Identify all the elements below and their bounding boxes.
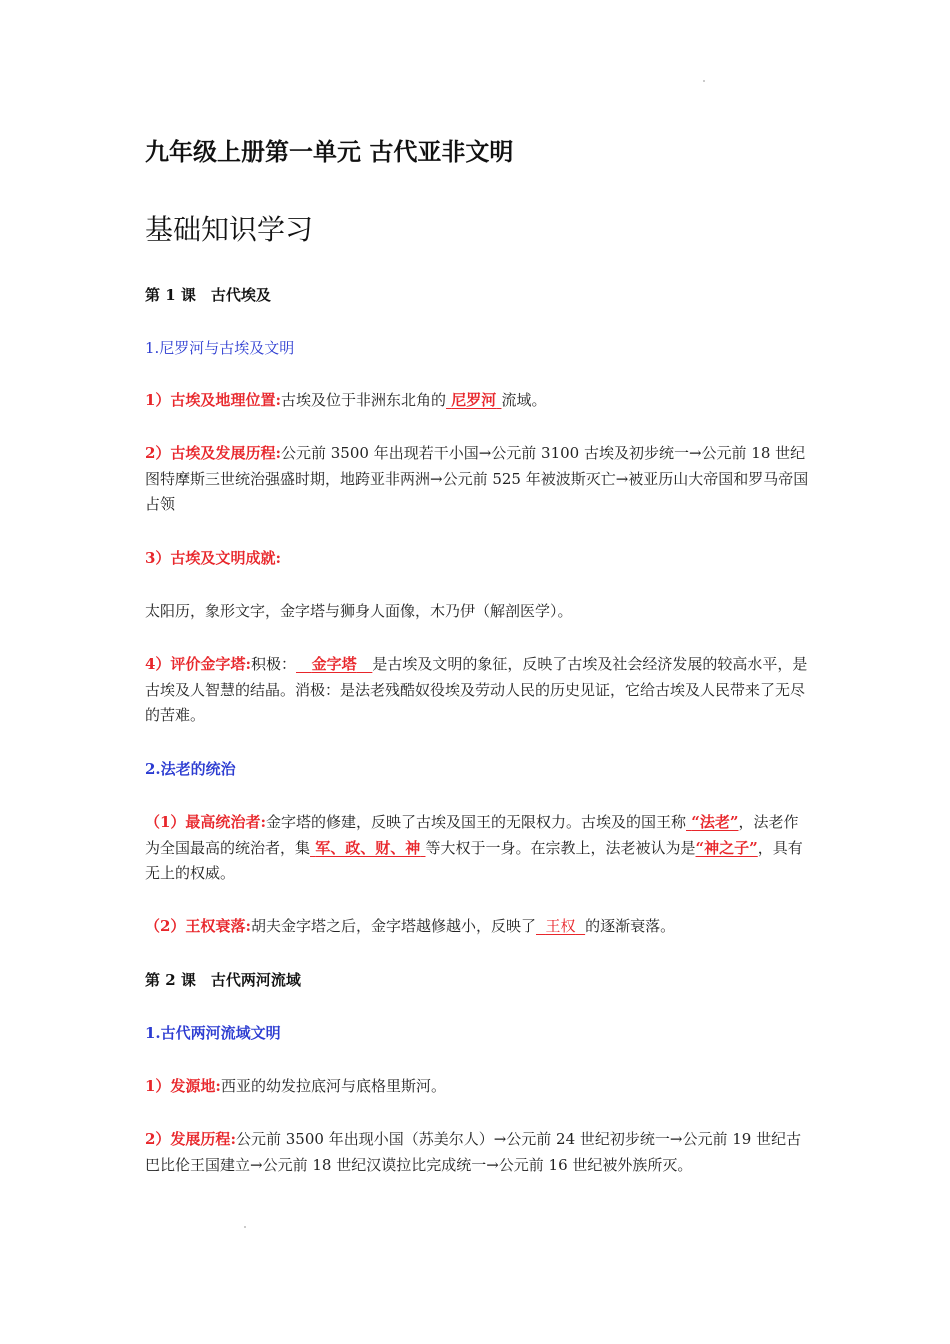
item-label: 3）古埃及文明成就: bbox=[145, 549, 281, 567]
text: 流域。 bbox=[501, 391, 547, 409]
item-label: 2）发展历程: bbox=[145, 1130, 236, 1148]
page-mark bbox=[703, 80, 705, 82]
item-label: 1）古埃及地理位置: bbox=[145, 391, 281, 409]
text: 古埃及位于非洲东北角的 bbox=[280, 391, 446, 409]
text: 公元前 3500 年出现若干小国→公元前 3100 古埃及初步统一→公元前 18 世纪图特摩斯三世统治强盛时期，地跨亚非两洲→公元前 525 年被波斯灭亡→被亚历山大帝国和罗马帝国占领 bbox=[145, 444, 809, 513]
section-title: 基础知识学习 bbox=[145, 213, 314, 246]
lesson-heading: 第 2 课 古代两河流域 bbox=[145, 971, 301, 989]
paragraph-origin bbox=[145, 1074, 810, 1100]
paragraph-decline bbox=[145, 914, 810, 940]
answer-blank: 王权 bbox=[545, 917, 576, 935]
answer-blank: “法老” bbox=[691, 813, 739, 831]
text: 西亚的幼发拉底河与底格里斯河。 bbox=[220, 1077, 446, 1095]
paragraph-geo bbox=[145, 388, 810, 414]
paragraph-achievement-label bbox=[145, 546, 810, 572]
paragraph-achievement: 太阳历，象形文字，金字塔与狮身人面像，木乃伊（解剖医学）。 bbox=[145, 602, 573, 620]
item-label: （1）最高统治者: bbox=[145, 813, 266, 831]
answer-blank: 金字塔 bbox=[311, 655, 357, 673]
item-label: （2）王权衰落: bbox=[145, 917, 251, 935]
item-label: 2）古埃及发展历程: bbox=[145, 444, 281, 462]
paragraph-ruler bbox=[145, 810, 810, 887]
item-label: 4）评价金字塔: bbox=[145, 655, 251, 673]
answer-blank: “神之子” bbox=[695, 838, 758, 857]
text: 胡夫金字塔之后，金字塔越修越小，反映了 bbox=[250, 917, 536, 935]
answer-blank: 军、政、财、神 bbox=[315, 838, 421, 857]
paragraph-pyramid bbox=[145, 652, 810, 729]
text: ，法老作为全国最高的统治者，集 bbox=[145, 813, 799, 857]
text: 公元前 3500 年出现小国（苏美尔人）→公元前 24 世纪初步统一→公元前 19 世纪古巴比伦王国建立→公元前 18 世纪汉谟拉比完成统一→公元前 16 世纪被外族所灭。 bbox=[145, 1130, 802, 1174]
sub-section-title: 2.法老的统治 bbox=[145, 760, 236, 778]
text: 金字塔的修建，反映了古埃及国王的无限权力。古埃及的国王称 bbox=[265, 813, 686, 831]
paragraph-history bbox=[145, 441, 810, 518]
paragraph-history bbox=[145, 1127, 810, 1178]
page-mark bbox=[244, 1226, 246, 1228]
unit-title: 九年级上册第一单元 古代亚非文明 bbox=[145, 138, 514, 166]
text: 是古埃及文明的象征，反映了古埃及社会经济发展的较高水平，是古埃及人智慧的结晶。消极：是法老残酷奴役埃及劳动人民的历史见证，它给古埃及人民带来了无尽的苦难。 bbox=[145, 655, 808, 724]
sub-section-title: 1.尼罗河与古埃及文明 bbox=[145, 339, 295, 357]
text: 积极： bbox=[250, 655, 296, 673]
text: 的逐渐衰落。 bbox=[585, 917, 676, 935]
sub-section-title: 1.古代两河流域文明 bbox=[145, 1024, 281, 1042]
answer-blank: 尼罗河 bbox=[451, 391, 497, 409]
item-label: 1）发源地: bbox=[145, 1077, 221, 1095]
lesson-heading: 第 1 课 古代埃及 bbox=[145, 286, 271, 304]
text: ，具有无上的权威。 bbox=[145, 838, 803, 882]
text: 等大权于一身。在宗教上，法老被认为是 bbox=[425, 838, 696, 857]
